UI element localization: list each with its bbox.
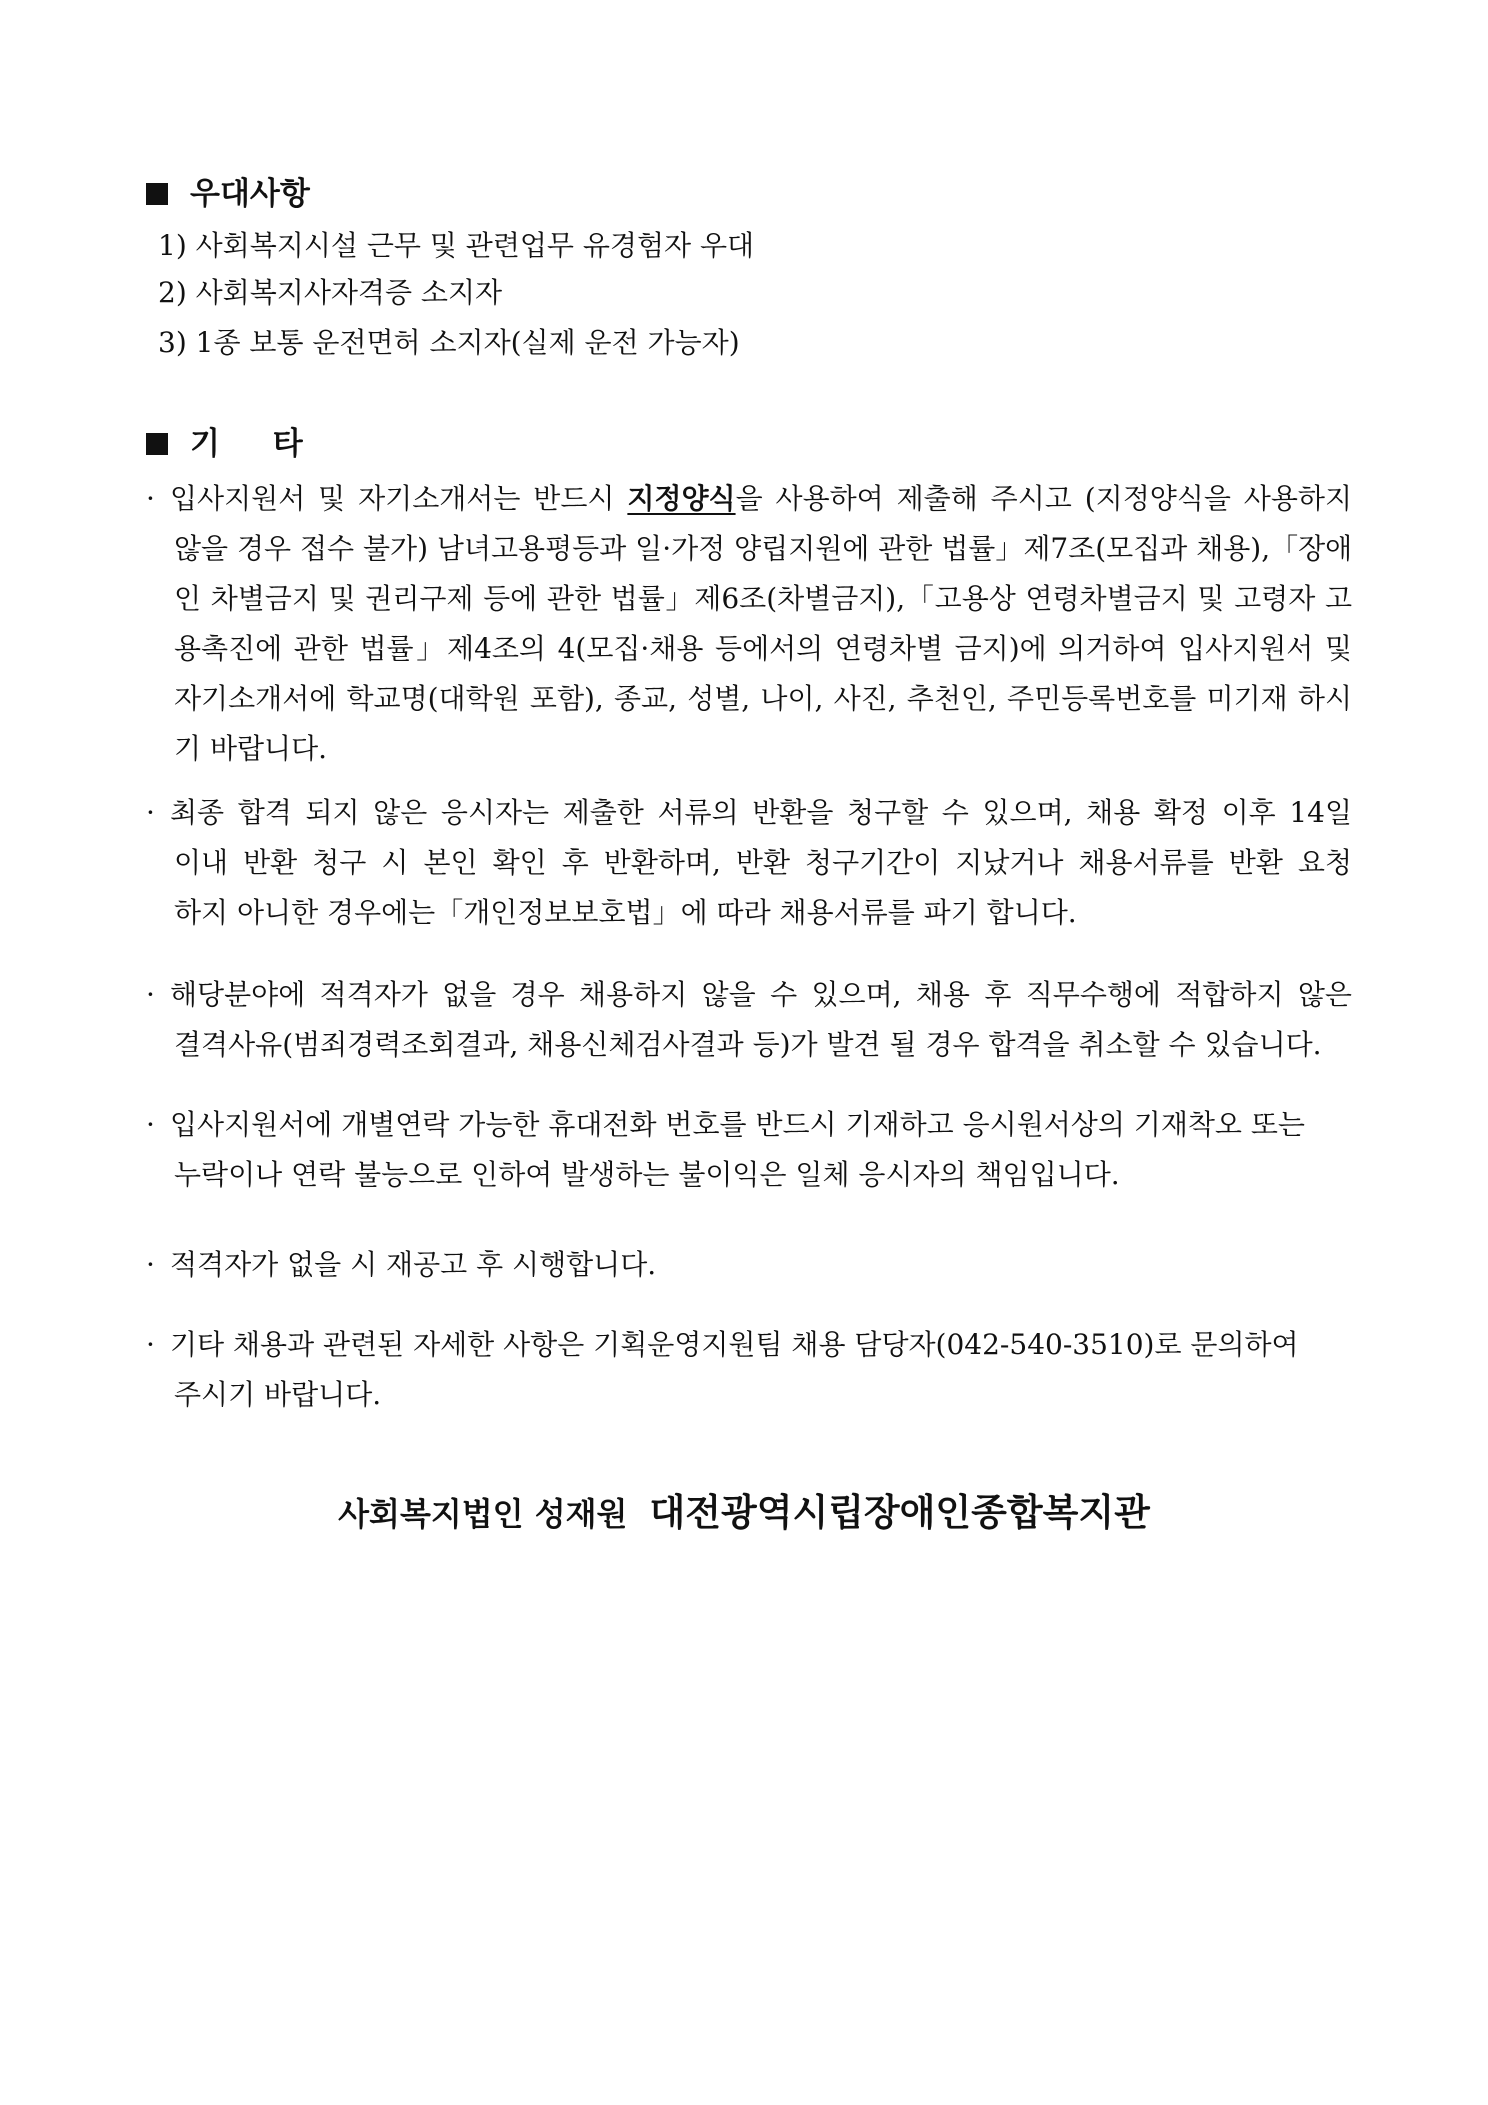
notice-line: · 입사지원서 및 자기소개서는 반드시 지정양식을 사용하여 제출해 주시고 (지정양식을 사용하지 <box>146 474 1352 524</box>
organization-signature <box>0 1482 1488 1536</box>
notice-line: · 입사지원서에 개별연락 가능한 휴대전화 번호를 반드시 기재하고 응시원서상의 기재착오 또는 <box>146 1100 1352 1150</box>
square-bullet-icon <box>146 183 168 205</box>
notice-line: 누락이나 연락 불능으로 인하여 발생하는 불이익은 일체 응시자의 책임입니다. <box>174 1158 1120 1191</box>
etc-title: 기 타 <box>190 426 303 462</box>
notice-line: 용촉진에 관한 법률」제4조의 4(모집·채용 등에서의 연령차별 금지)에 의거하여 입사지원서 및 <box>174 632 1352 665</box>
bullet-dot-icon: · <box>146 1248 155 1281</box>
notice-line: · 적격자가 없을 시 재공고 후 시행합니다. <box>146 1240 1352 1290</box>
institution-name: 대전광역시립장애인종합복지관 <box>649 1491 1150 1534</box>
designated-form-emphasis: 지정양식 <box>627 482 736 515</box>
notice-line: 기 바랍니다. <box>174 732 328 765</box>
notice-line: 하지 아니한 경우에는「개인정보보호법」에 따라 채용서류를 파기 합니다. <box>174 896 1077 929</box>
notice-line: 않을 경우 접수 불가) 남녀고용평등과 일·가정 양립지원에 관한 법률」제7조(모집과 채용),「장애 <box>174 532 1353 565</box>
notice-item <box>146 1320 1352 1420</box>
notice-line: · 해당분야에 적격자가 없을 경우 채용하지 않을 수 있으며, 채용 후 직무수행에 적합하지 않은 <box>146 970 1352 1020</box>
notice-item <box>146 1100 1352 1200</box>
bullet-dot-icon: · <box>146 796 155 829</box>
notice-item <box>146 474 1352 774</box>
bullet-dot-icon: · <box>146 482 155 515</box>
notice-line: 주시기 바랍니다. <box>174 1378 382 1411</box>
bullet-dot-icon: · <box>146 1108 155 1141</box>
bullet-dot-icon: · <box>146 978 155 1011</box>
notice-line: 결격사유(범죄경력조회결과, 채용신체검사결과 등)가 발견 될 경우 합격을 취소할 수 있습니다. <box>174 1028 1322 1061</box>
notice-line: 이내 반환 청구 시 본인 확인 후 반환하며, 반환 청구기간이 지났거나 채용서류를 반환 요청 <box>174 846 1352 879</box>
notice-line: · 기타 채용과 관련된 자세한 사항은 기획운영지원팀 채용 담당자(042-540-3510)로 문의하여 <box>146 1320 1352 1370</box>
notice-item <box>146 970 1352 1070</box>
preferences-heading <box>146 174 310 214</box>
notice-line: · 최종 합격 되지 않은 응시자는 제출한 서류의 반환을 청구할 수 있으며, 채용 확정 이후 14일 <box>146 788 1352 838</box>
corporation-name: 사회복지법인 성재원 <box>338 1495 628 1533</box>
square-bullet-icon <box>146 433 168 455</box>
preference-item: 2) 사회복지사자격증 소지자 <box>158 276 503 309</box>
notice-item <box>146 1240 1352 1290</box>
notice-line: 인 차별금지 및 권리구제 등에 관한 법률」제6조(차별금지),「고용상 연령차별금지 및 고령자 고 <box>174 582 1352 615</box>
preference-item: 3) 1종 보통 운전면허 소지자(실제 운전 가능자) <box>158 326 740 359</box>
notice-line: 자기소개서에 학교명(대학원 포함), 종교, 성별, 나이, 사진, 추천인, 주민등록번호를 미기재 하시 <box>174 682 1352 715</box>
etc-heading <box>146 424 303 464</box>
preference-item: 1) 사회복지시설 근무 및 관련업무 유경험자 우대 <box>158 229 755 262</box>
preferences-title: 우대사항 <box>190 176 310 212</box>
notice-item <box>146 788 1352 938</box>
bullet-dot-icon: · <box>146 1328 155 1361</box>
